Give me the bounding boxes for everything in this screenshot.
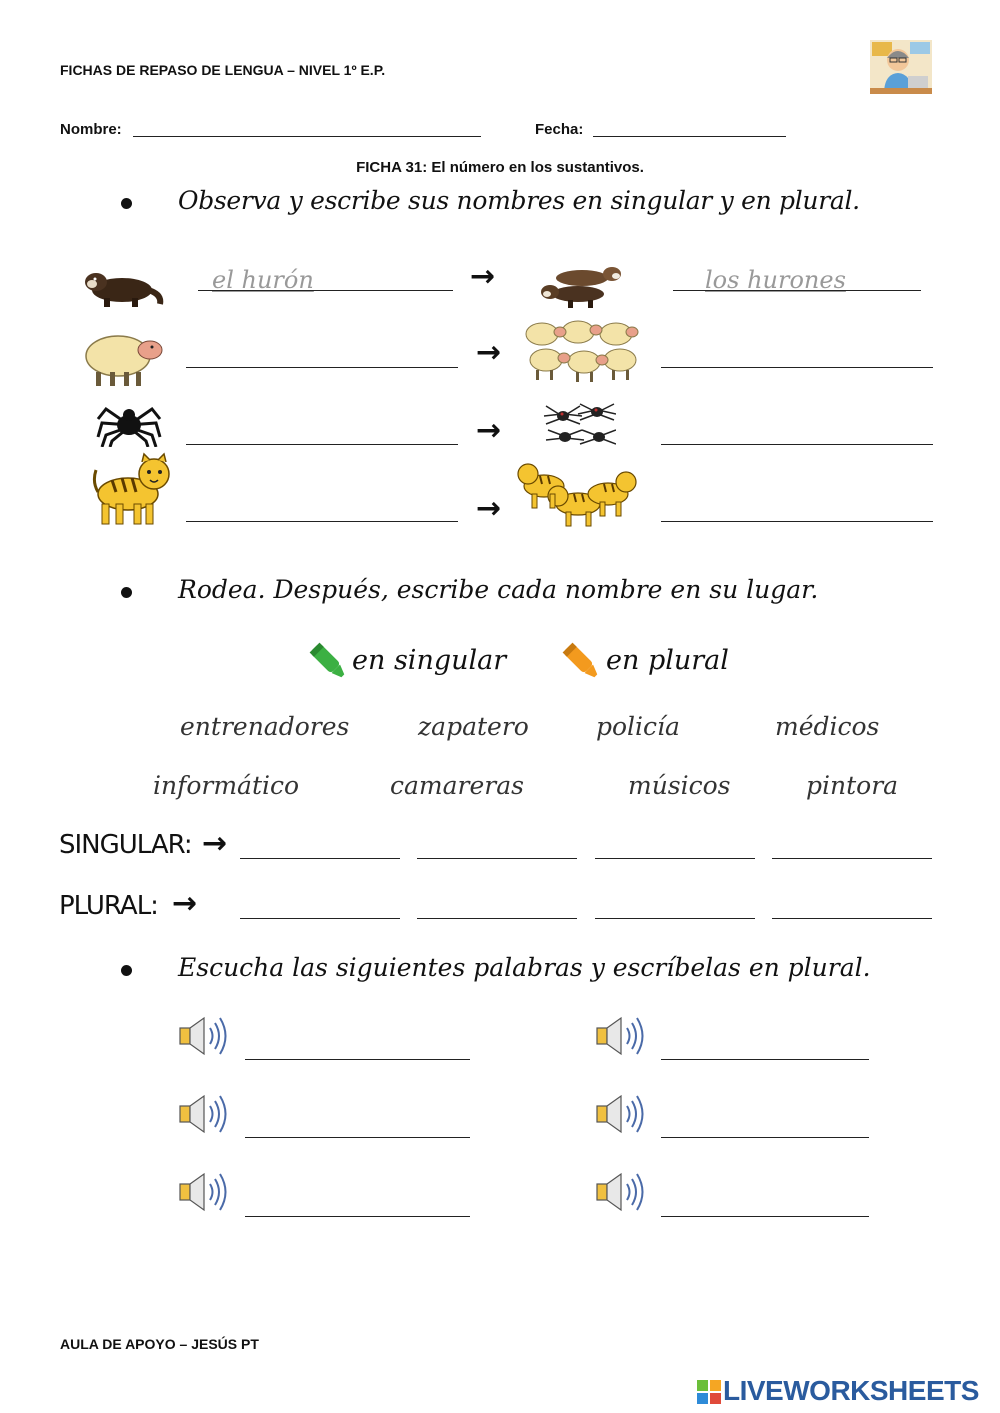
plural-answer-line <box>595 918 755 919</box>
singular-input-3[interactable] <box>186 413 458 445</box>
singular-answer-line <box>772 858 932 859</box>
plural-input-3[interactable] <box>661 413 933 445</box>
dictation-input[interactable] <box>661 1106 869 1138</box>
singular-answer-input[interactable] <box>772 828 932 858</box>
arrow-right-icon: → <box>172 886 198 921</box>
nombre-input[interactable] <box>133 112 481 138</box>
liveworksheets-brand[interactable]: LIVEWORKSHEETS <box>723 1375 979 1406</box>
dictation-input[interactable] <box>661 1028 869 1060</box>
word-option[interactable]: músicos <box>628 771 731 800</box>
bullet-2 <box>121 587 132 598</box>
tiger-icon <box>92 452 174 526</box>
sheep-icon <box>80 328 166 388</box>
word-option[interactable]: entrenadores <box>180 712 350 741</box>
speaker-icon[interactable] <box>595 1092 645 1136</box>
bullet-1 <box>121 198 132 209</box>
word-option[interactable]: informático <box>153 771 300 800</box>
green-marker-icon <box>305 638 351 684</box>
plural-answer-line <box>240 918 400 919</box>
instruction-3: Escucha las siguientes palabras y escríbelas en plural. <box>178 953 871 982</box>
example-singular: el hurón <box>212 266 314 294</box>
arrow-right-icon: → <box>476 335 502 370</box>
plural-answer-line <box>772 918 932 919</box>
arrow-right-icon: → <box>476 491 502 526</box>
teacher-avatar-icon <box>870 40 932 94</box>
footer-credit: AULA DE APOYO – JESÚS PT <box>60 1336 259 1352</box>
nombre-label: Nombre: <box>60 121 122 138</box>
fecha-input[interactable] <box>593 112 786 138</box>
singular-answer-input[interactable] <box>417 828 577 858</box>
plural-answer-line <box>417 918 577 919</box>
singular-line-1 <box>198 290 453 291</box>
plural-answer-input[interactable] <box>772 888 932 918</box>
plural-line-1 <box>673 290 921 291</box>
word-option[interactable]: médicos <box>775 712 880 741</box>
arrow-right-icon: → <box>476 413 502 448</box>
tigers-icon <box>516 456 638 528</box>
word-option[interactable]: policía <box>596 712 680 741</box>
speaker-icon[interactable] <box>178 1014 228 1058</box>
liveworksheets-logo-icon <box>697 1380 721 1404</box>
bullet-3 <box>121 965 132 976</box>
plural-input-4[interactable] <box>661 490 933 522</box>
dictation-input[interactable] <box>245 1185 470 1217</box>
legend-singular: en singular <box>352 645 507 676</box>
singular-answer-line <box>417 858 577 859</box>
speaker-icon[interactable] <box>178 1170 228 1214</box>
ferrets-icon <box>538 262 626 310</box>
instruction-1: Observa y escribe sus nombres en singular y en plural. <box>178 186 860 215</box>
speaker-icon[interactable] <box>595 1170 645 1214</box>
arrow-right-icon: → <box>470 259 496 294</box>
dictation-input[interactable] <box>661 1185 869 1217</box>
arrow-right-icon: → <box>202 826 228 861</box>
sheep-group-icon <box>520 318 640 384</box>
plural-answer-input[interactable] <box>595 888 755 918</box>
dictation-input[interactable] <box>245 1028 470 1060</box>
singular-answer-line <box>240 858 400 859</box>
singular-input-2[interactable] <box>186 336 458 368</box>
singular-answer-input[interactable] <box>240 828 400 858</box>
worksheet-series-title: FICHAS DE REPASO DE LENGUA – NIVEL 1º E.P. <box>60 62 386 78</box>
word-option[interactable]: camareras <box>390 771 524 800</box>
sheet-title: FICHA 31: El número en los sustantivos. <box>356 159 644 176</box>
speaker-icon[interactable] <box>178 1092 228 1136</box>
word-option[interactable]: pintora <box>806 771 899 800</box>
word-option[interactable]: zapatero <box>418 712 529 741</box>
singular-answer-input[interactable] <box>595 828 755 858</box>
singular-answer-line <box>595 858 755 859</box>
plural-answer-input[interactable] <box>240 888 400 918</box>
singular-label: SINGULAR: <box>59 830 192 860</box>
plural-label: PLURAL: <box>59 891 158 921</box>
legend-plural: en plural <box>606 645 729 676</box>
speaker-icon[interactable] <box>595 1014 645 1058</box>
plural-answer-input[interactable] <box>417 888 577 918</box>
singular-input-4[interactable] <box>186 490 458 522</box>
dictation-input[interactable] <box>245 1106 470 1138</box>
fecha-label: Fecha: <box>535 121 584 138</box>
instruction-2: Rodea. Después, escribe cada nombre en su lugar. <box>178 575 819 604</box>
plural-input-2[interactable] <box>661 336 933 368</box>
spiders-icon <box>540 400 616 446</box>
example-plural: los hurones <box>705 266 846 294</box>
spider-icon <box>96 403 162 447</box>
ferret-icon <box>82 264 164 310</box>
orange-marker-icon <box>558 638 604 684</box>
